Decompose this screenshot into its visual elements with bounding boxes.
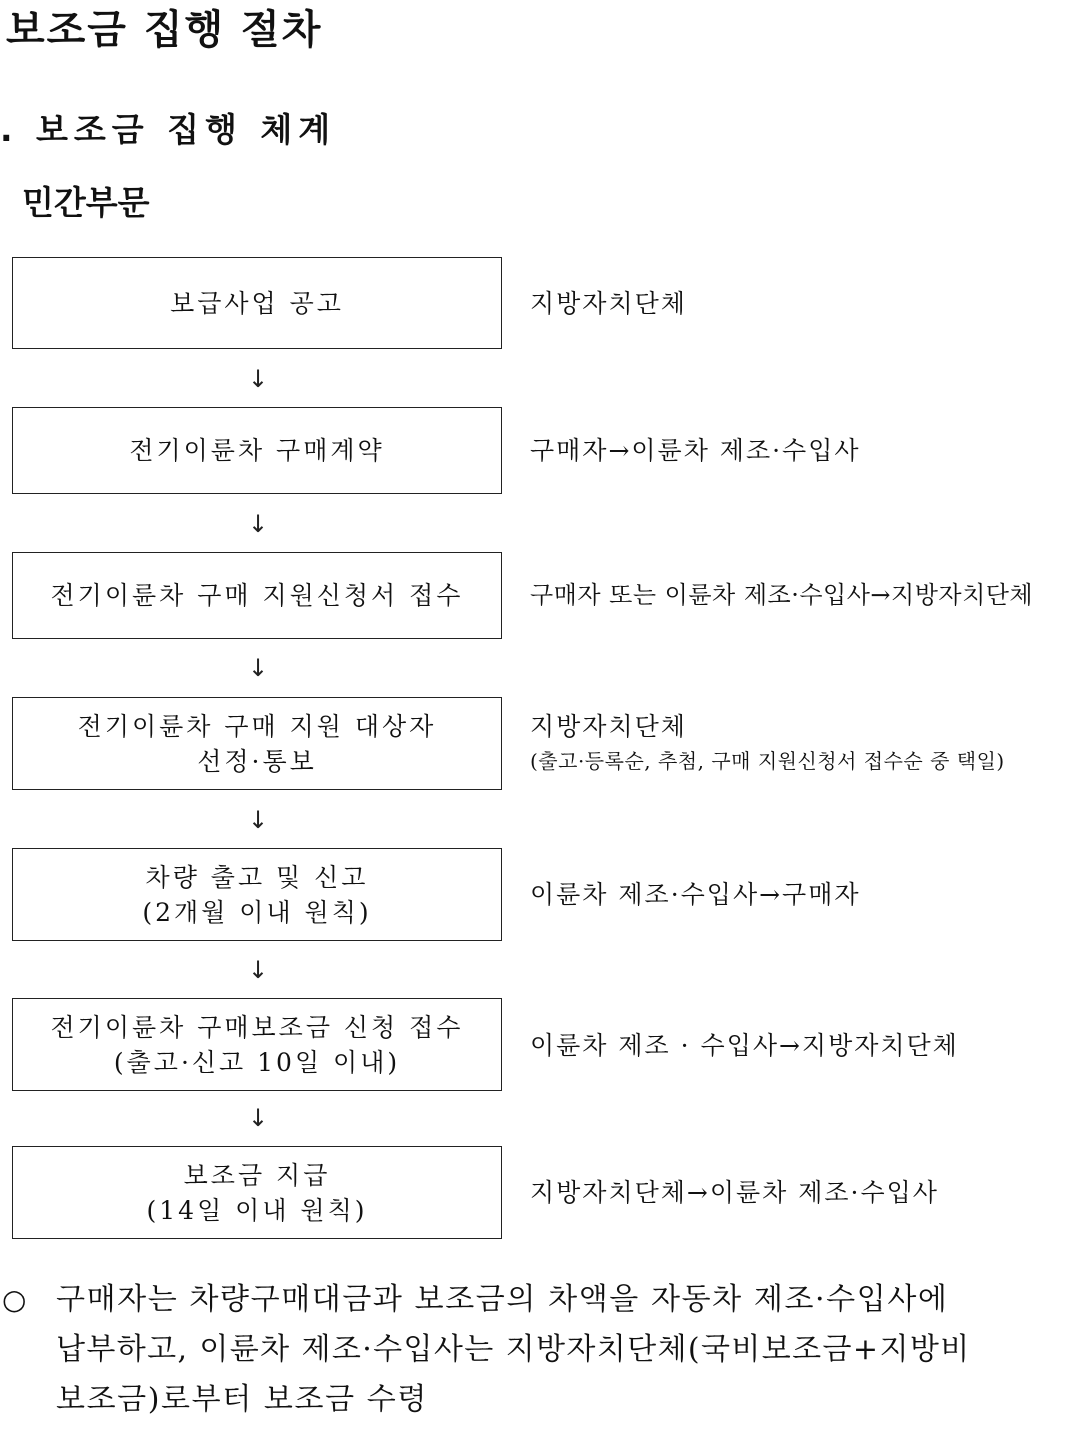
step-label: 전기이륜차 구매계약 <box>129 436 385 465</box>
down-arrow-icon: ↓ <box>247 654 269 682</box>
step-actor: 지방자치단체→이륜차 제조·수입사 <box>530 1178 939 1207</box>
down-arrow-icon: ↓ <box>247 806 269 834</box>
flow-step-subsidy-application <box>12 998 502 1091</box>
note-text: 보조금)로부터 보조금 수령 <box>56 1382 428 1417</box>
page-title: 보조금 집행 절차 <box>6 7 323 53</box>
bullet-circle-icon: ○ <box>2 1283 27 1316</box>
flow-step-purchase-contract <box>12 407 502 494</box>
step-label: 선정·통보 <box>197 746 317 776</box>
down-arrow-icon: ↓ <box>247 365 269 393</box>
step-label: 보조금 지급 <box>183 1160 331 1190</box>
step-actor: 지방자치단체 <box>530 289 687 318</box>
note-text: 납부하고, 이륜차 제조·수입사는 지방자치단체(국비보조금+지방비 <box>56 1332 971 1367</box>
step-label: 전기이륜차 구매 지원 대상자 <box>77 711 437 741</box>
section-heading: . 보조금 집행 체계 <box>0 110 337 149</box>
down-arrow-icon: ↓ <box>247 1104 269 1132</box>
down-arrow-icon: ↓ <box>247 510 269 538</box>
step-label: (2개월 이내 원칙) <box>142 897 372 927</box>
flow-step-vehicle-release <box>12 848 502 941</box>
step-label: (14일 이내 원칙) <box>146 1195 368 1225</box>
step-label: 차량 출고 및 신고 <box>145 862 369 892</box>
step-actor: 구매자 또는 이륜차 제조·수입사→지방자치단체 <box>530 581 1034 609</box>
note-text: 구매자는 차량구매대금과 보조금의 차액을 자동차 제조·수입사에 <box>56 1282 949 1317</box>
flow-step-announcement <box>12 257 502 349</box>
flow-step-application-receipt <box>12 552 502 639</box>
step-label: (출고·신고 10일 이내) <box>113 1047 401 1077</box>
flow-step-subsidy-payment <box>12 1146 502 1239</box>
step-label: 보급사업 공고 <box>170 288 344 318</box>
down-arrow-icon: ↓ <box>247 956 269 984</box>
subsection-heading: 민간부문 <box>22 183 150 222</box>
step-label: 전기이륜차 구매보조금 신청 접수 <box>50 1012 464 1042</box>
step-actor: 지방자치단체 <box>530 712 687 741</box>
step-label: 전기이륜차 구매 지원신청서 접수 <box>50 581 464 610</box>
step-actor-note: (출고·등록순, 추첨, 구매 지원신청서 접수순 중 택일) <box>530 749 1005 773</box>
step-actor: 이륜차 제조 · 수입사→지방자치단체 <box>530 1031 959 1060</box>
step-actor: 이륜차 제조·수입사→구매자 <box>530 880 861 909</box>
step-actor: 구매자→이륜차 제조·수입사 <box>530 436 861 465</box>
flow-step-selection-notice <box>12 697 502 790</box>
